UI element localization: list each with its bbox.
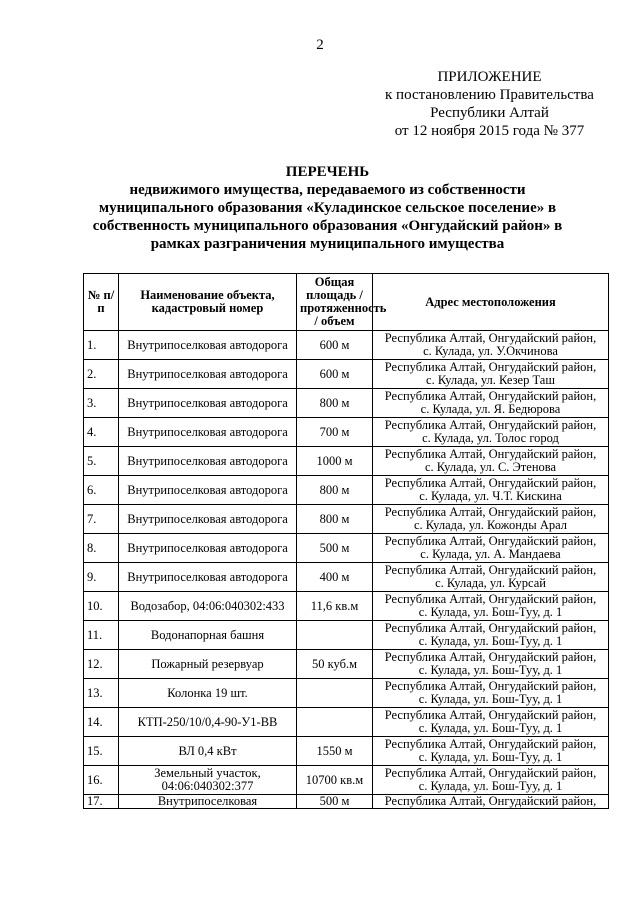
row-number: 17. <box>84 795 119 809</box>
object-area: 50 куб.м <box>297 650 373 679</box>
property-table <box>83 273 609 809</box>
header-area: Общая площадь / протяженность / объем <box>297 274 373 331</box>
object-address <box>373 505 609 534</box>
table-row <box>84 708 609 737</box>
table-row <box>84 331 609 360</box>
address-line: Республика Алтай, Онгудайский район, <box>384 534 597 548</box>
table-row <box>84 766 609 795</box>
address-line: с. Кулада, ул. Бош-Туу, д. 1 <box>418 605 563 619</box>
address-line: Республика Алтай, Онгудайский район, <box>384 708 597 722</box>
address-line: Республика Алтай, Онгудайский район, <box>384 418 597 432</box>
table-row <box>84 534 609 563</box>
row-number: 10. <box>84 592 119 621</box>
address-line: Республика Алтай, Онгудайский район, <box>384 505 597 519</box>
table-row <box>84 563 609 592</box>
table-header-row <box>84 274 609 331</box>
address-line: с. Кулада, ул. Бош-Туу, д. 1 <box>418 779 563 793</box>
title-line: рамках разграничения муниципального имущества <box>150 236 505 252</box>
object-name: Внутрипоселковая автодорога <box>119 505 297 534</box>
table-row <box>84 505 609 534</box>
object-name: Водонапорная башня <box>119 621 297 650</box>
object-area <box>297 679 373 708</box>
address-line: Республика Алтай, Онгудайский район, <box>384 679 597 693</box>
title-line: собственность муниципального образования «Онгудайский район» в <box>92 218 563 234</box>
title-line: муниципального образования «Куладинское сельское поселение» в <box>98 200 557 216</box>
row-number: 4. <box>84 418 119 447</box>
table-row <box>84 447 609 476</box>
table-row <box>84 795 609 809</box>
object-area: 600 м <box>297 331 373 360</box>
row-number: 7. <box>84 505 119 534</box>
address-line: с. Кулада, ул. Бош-Туу, д. 1 <box>418 721 563 735</box>
address-line: с. Кулада, ул. Бош-Туу, д. 1 <box>418 634 563 648</box>
object-area: 800 м <box>297 505 373 534</box>
object-name: Водозабор, 04:06:040302:433 <box>119 592 297 621</box>
address-line: Республика Алтай, Онгудайский район, <box>384 389 597 403</box>
address-line: с. Кулада, ул. Бош-Туу, д. 1 <box>418 692 563 706</box>
address-line: с. Кулада, ул. Ч.Т. Кискина <box>419 489 562 503</box>
object-name: Внутрипоселковая автодорога <box>119 534 297 563</box>
object-address <box>373 737 609 766</box>
object-name: Пожарный резервуар <box>119 650 297 679</box>
header-name: Наименование объекта, кадастровый номер <box>119 274 297 331</box>
address-line: с. Кулада, ул. Бош-Туу, д. 1 <box>418 750 563 764</box>
object-area: 600 м <box>297 360 373 389</box>
row-number: 16. <box>84 766 119 795</box>
table-row <box>84 679 609 708</box>
object-address <box>373 360 609 389</box>
object-name: Внутрипоселковая автодорога <box>119 563 297 592</box>
row-number: 12. <box>84 650 119 679</box>
header-address: Адрес местоположения <box>373 274 609 331</box>
object-address <box>373 592 609 621</box>
object-area: 1550 м <box>297 737 373 766</box>
row-number: 11. <box>84 621 119 650</box>
object-name: Внутрипоселковая автодорога <box>119 447 297 476</box>
address-line: с. Кулада, ул. Толос город <box>422 431 559 445</box>
row-number: 13. <box>84 679 119 708</box>
object-area: 400 м <box>297 563 373 592</box>
object-name: Земельный участок, 04:06:040302:377 <box>119 766 297 795</box>
object-name: Внутрипоселковая <box>119 795 297 809</box>
object-address <box>373 418 609 447</box>
appendix-date: от 12 ноября 2015 года № 377 <box>394 123 585 139</box>
address-line: с. Кулада, ул. У.Окчинова <box>423 344 558 358</box>
table-body <box>84 331 609 809</box>
row-number: 14. <box>84 708 119 737</box>
object-address <box>373 708 609 737</box>
row-number: 6. <box>84 476 119 505</box>
table-row <box>84 389 609 418</box>
address-line: Республика Алтай, Онгудайский район, <box>384 592 597 606</box>
object-name: Колонка 19 шт. <box>119 679 297 708</box>
table-row <box>84 360 609 389</box>
appendix-line: к постановлению Правительства <box>385 87 594 103</box>
row-number: 5. <box>84 447 119 476</box>
address-line: Республика Алтай, Онгудайский район, <box>384 650 597 664</box>
document-title <box>80 163 575 253</box>
table-row <box>84 737 609 766</box>
object-address <box>373 476 609 505</box>
address-line: Республика Алтай, Онгудайский район, <box>384 737 597 751</box>
appendix-heading: ПРИЛОЖЕНИЕ <box>437 69 542 85</box>
address-line: с. Кулада, ул. Кожонды Арал <box>413 518 567 532</box>
address-line: с. Кулада, ул. Курсай <box>435 576 546 590</box>
appendix-block <box>372 68 607 140</box>
object-address <box>373 534 609 563</box>
object-address <box>373 389 609 418</box>
address-line: Республика Алтай, Онгудайский район, <box>384 360 597 374</box>
row-number: 1. <box>84 331 119 360</box>
object-address <box>373 650 609 679</box>
object-address <box>373 563 609 592</box>
address-line: Республика Алтай, Онгудайский район, <box>384 621 597 635</box>
table-row <box>84 650 609 679</box>
object-name: Внутрипоселковая автодорога <box>119 331 297 360</box>
address-line: Республика Алтай, Онгудайский район, <box>384 476 597 490</box>
object-name: КТП-250/10/0,4-90-У1-ВВ <box>119 708 297 737</box>
object-area: 500 м <box>297 534 373 563</box>
object-area: 800 м <box>297 389 373 418</box>
object-area <box>297 621 373 650</box>
row-number: 8. <box>84 534 119 563</box>
object-area: 700 м <box>297 418 373 447</box>
object-area: 800 м <box>297 476 373 505</box>
header-num: № п/п <box>84 274 119 331</box>
object-address <box>373 447 609 476</box>
table-row <box>84 592 609 621</box>
object-area <box>297 708 373 737</box>
object-name: Внутрипоселковая автодорога <box>119 476 297 505</box>
object-name: ВЛ 0,4 кВт <box>119 737 297 766</box>
appendix-line: Республики Алтай <box>430 105 549 121</box>
object-area: 1000 м <box>297 447 373 476</box>
address-line: Республика Алтай, Онгудайский район, <box>384 794 597 808</box>
address-line: с. Кулада, ул. Я. Бедюрова <box>420 402 561 416</box>
row-number: 2. <box>84 360 119 389</box>
title-line: недвижимого имущества, передаваемого из собственности <box>129 182 526 198</box>
object-name: Внутрипоселковая автодорога <box>119 360 297 389</box>
page-number: 2 <box>316 37 324 53</box>
object-address <box>373 679 609 708</box>
address-line: с. Кулада, ул. Бош-Туу, д. 1 <box>418 663 563 677</box>
address-line: с. Кулада, ул. С. Этенова <box>424 460 557 474</box>
object-name: Внутрипоселковая автодорога <box>119 418 297 447</box>
row-number: 3. <box>84 389 119 418</box>
object-area: 500 м <box>297 795 373 809</box>
object-address <box>373 795 609 809</box>
address-line: с. Кулада, ул. Кезер Таш <box>426 373 555 387</box>
address-line: Республика Алтай, Онгудайский район, <box>384 447 597 461</box>
address-line: Республика Алтай, Онгудайский район, <box>384 766 597 780</box>
object-address <box>373 331 609 360</box>
object-address <box>373 621 609 650</box>
title-heading: ПЕРЕЧЕНЬ <box>285 164 370 180</box>
row-number: 15. <box>84 737 119 766</box>
object-address <box>373 766 609 795</box>
table-row <box>84 418 609 447</box>
address-line: Республика Алтай, Онгудайский район, <box>384 331 597 345</box>
object-area: 10700 кв.м <box>297 766 373 795</box>
object-area: 11,6 кв.м <box>297 592 373 621</box>
row-number: 9. <box>84 563 119 592</box>
address-line: Республика Алтай, Онгудайский район, <box>384 563 597 577</box>
table-row <box>84 621 609 650</box>
object-name: Внутрипоселковая автодорога <box>119 389 297 418</box>
address-line: с. Кулада, ул. А. Мандаева <box>420 547 561 561</box>
table-row <box>84 476 609 505</box>
